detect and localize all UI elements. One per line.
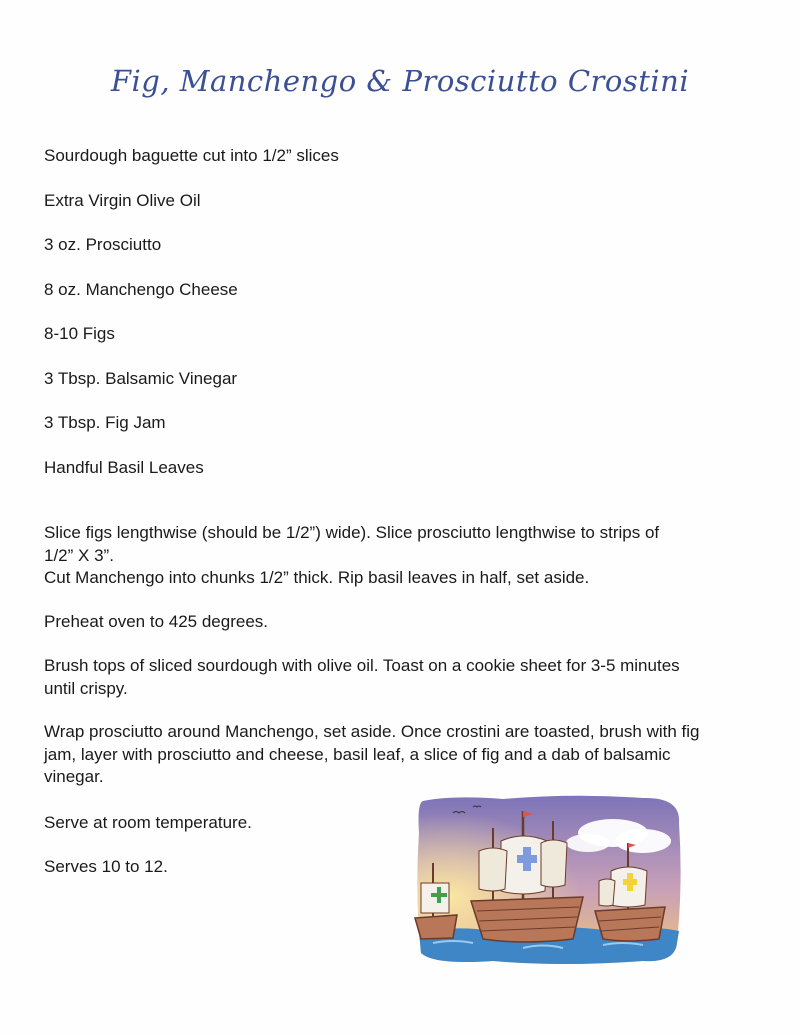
ingredient-list [44,144,339,500]
direction-serve: Serve at room temperature. [44,813,252,832]
ingredient-item: 3 Tbsp. Balsamic Vinegar [44,368,238,388]
direction-line: jam, layer with prosciutto and cheese, basil leaf, a slice of fig and a dab of balsamic [44,744,671,764]
ingredient-item: Sourdough baguette cut into 1/2” slices [44,146,339,165]
direction-step-toast [44,655,744,700]
ingredient-item: Extra Virgin Olive Oil [44,190,201,210]
direction-line: Wrap prosciutto around Manchengo, set aside. Once crostini are toasted, brush with fig [44,722,700,741]
direction-line: until crispy. [44,678,128,698]
ingredient-item: 3 Tbsp. Fig Jam [44,413,166,432]
direction-line: vinegar. [44,767,104,786]
direction-servings: Serves 10 to 12. [44,857,168,876]
direction-step-slice [44,522,744,590]
direction-step-preheat [44,611,744,634]
direction-line: Slice figs lengthwise (should be 1/2”) wide). Slice prosciutto lengthwise to strips of [44,523,660,542]
ingredient-item: 8-10 Figs [44,324,115,343]
direction-line: Preheat oven to 425 degrees. [44,612,268,631]
direction-line: Cut Manchengo into chunks 1/2” thick. Rip basil leaves in half, set aside. [44,568,590,587]
ingredient-item: 3 oz. Prosciutto [44,235,162,254]
sailing-ships-illustration [413,793,685,965]
direction-step-assemble [44,721,744,789]
ingredient-item: Handful Basil Leaves [44,457,204,477]
direction-line: 1/2” X 3”. [44,545,114,565]
ingredient-item: 8 oz. Manchengo Cheese [44,279,238,299]
page-title: Fig, Manchengo & Prosciutto Crostini [110,64,690,98]
direction-line: Brush tops of sliced sourdough with olive oil. Toast on a cookie sheet for 3-5 minutes [44,656,680,675]
